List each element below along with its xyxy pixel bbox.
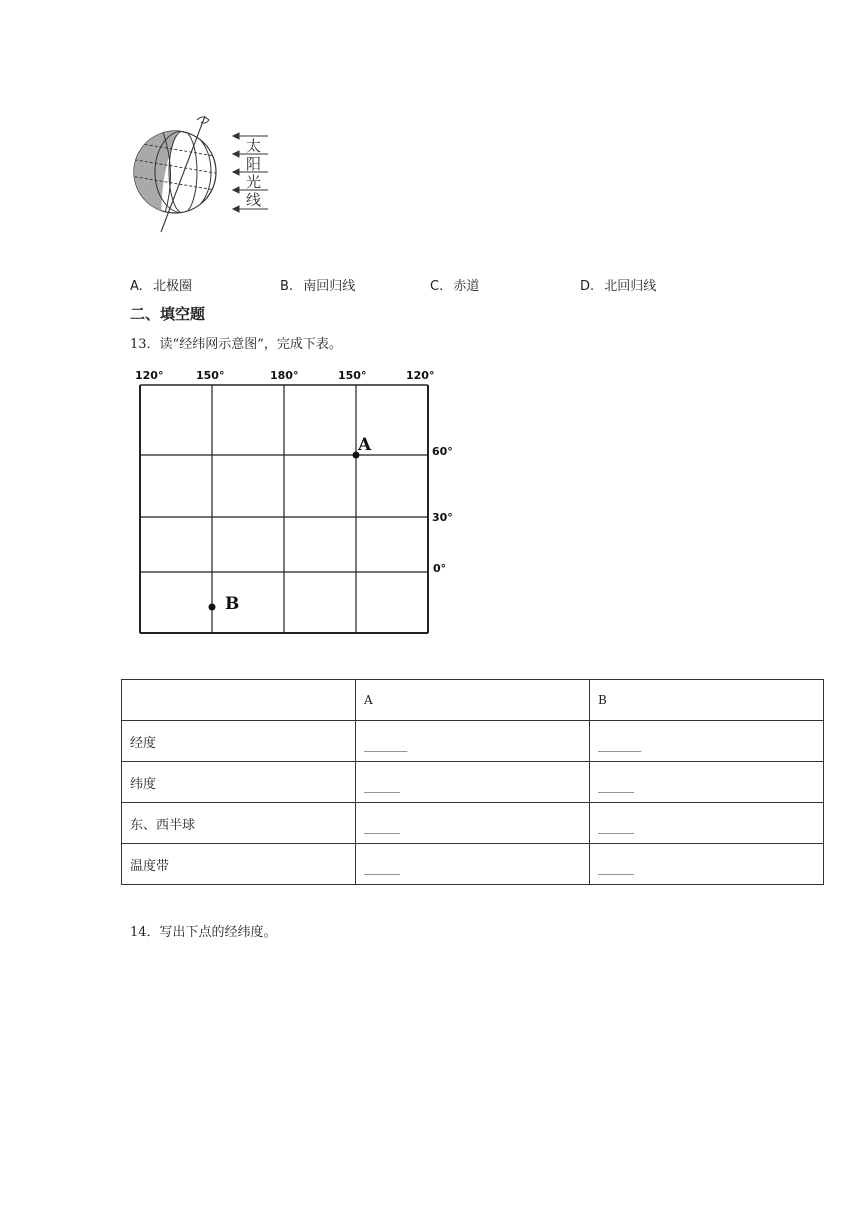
table-header-cell (122, 680, 356, 721)
longitude-label: 150° (338, 369, 367, 382)
option-d (580, 275, 656, 294)
sunlight-char: 线 (246, 191, 262, 209)
answer-blank[interactable] (356, 844, 590, 885)
latitude-label: 0° (433, 562, 447, 575)
blank-line: _____ (364, 860, 401, 875)
blank-line: ______ (598, 737, 642, 752)
answer-table (121, 679, 824, 885)
blank-line: _____ (598, 778, 635, 793)
option-label: A. (130, 279, 143, 294)
table-header-cell: A (356, 680, 590, 721)
latitude-label: 60° (432, 445, 453, 458)
option-b (280, 275, 355, 294)
question-13: 13．读“经纬网示意图”，完成下表。 (130, 337, 342, 352)
blank-line: _____ (598, 819, 635, 834)
answer-blank[interactable] (590, 762, 824, 803)
answer-blank[interactable] (356, 762, 590, 803)
answer-blank[interactable] (356, 721, 590, 762)
grid-lines (140, 385, 428, 633)
option-text: 南回归线 (303, 279, 356, 294)
latitude-label: 30° (432, 511, 453, 524)
option-label: C. (430, 279, 444, 294)
answer-blank[interactable] (590, 721, 824, 762)
section-heading: 二、填空题 (130, 305, 206, 323)
sunlight-char: 阳 (246, 155, 262, 173)
longitude-label: 150° (196, 369, 225, 382)
option-label: D. (580, 279, 595, 294)
lat-long-grid-figure (130, 365, 470, 640)
option-text: 赤道 (453, 279, 480, 294)
blank-line: ______ (364, 737, 408, 752)
answer-blank[interactable] (356, 803, 590, 844)
sunlight-char: 光 (246, 173, 262, 191)
answer-blank[interactable] (590, 844, 824, 885)
longitude-label: 120° (135, 369, 164, 382)
row-label: 经度 (122, 721, 356, 762)
blank-line: _____ (598, 860, 635, 875)
option-label: B. (280, 279, 294, 294)
longitude-label: 120° (406, 369, 435, 382)
table-row (122, 762, 824, 803)
option-a (130, 275, 192, 294)
point-b-marker (209, 604, 216, 611)
table-row (122, 721, 824, 762)
row-label: 纬度 (122, 762, 356, 803)
blank-line: _____ (364, 778, 401, 793)
table-row (122, 844, 824, 885)
row-label: 东、西半球 (122, 803, 356, 844)
blank-line: _____ (364, 819, 401, 834)
question-14: 14．写出下点的经纬度。 (130, 925, 277, 940)
longitude-label: 180° (270, 369, 299, 382)
point-a-label: A (358, 435, 372, 455)
option-text: 北极圈 (152, 279, 192, 294)
sunlight-char: 太 (246, 137, 262, 155)
globe (125, 112, 221, 237)
answer-blank[interactable] (590, 803, 824, 844)
option-c (430, 275, 479, 294)
row-label: 温度带 (122, 844, 356, 885)
globe-sunlight-figure (125, 112, 275, 237)
table-header-row (122, 680, 824, 721)
table-row (122, 803, 824, 844)
option-text: 北回归线 (604, 279, 657, 294)
point-b-label: B (225, 594, 240, 614)
table-header-cell: B (590, 680, 824, 721)
